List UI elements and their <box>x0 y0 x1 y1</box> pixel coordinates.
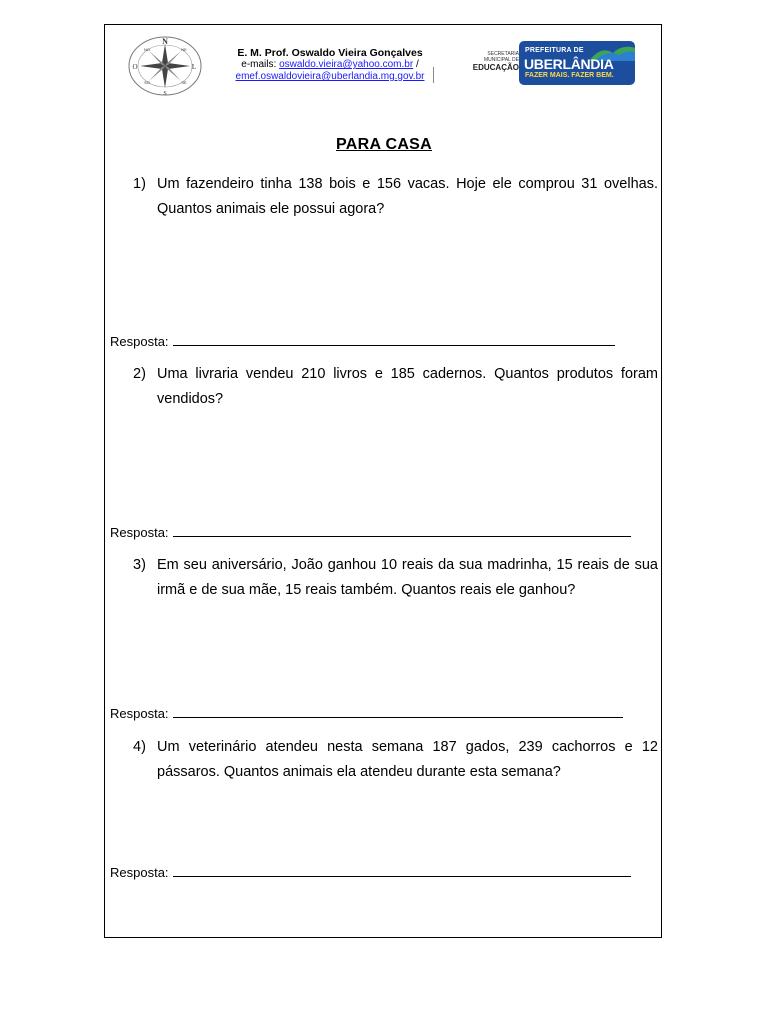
school-name: E. M. Prof. Oswaldo Vieira Gonçalves <box>237 47 423 59</box>
prefeitura-logo <box>519 41 635 85</box>
sme-education-label: EDUCAÇÃO <box>472 63 519 72</box>
page-title: PARA CASA <box>335 136 433 153</box>
prefeitura-label: PREFEITURA DE <box>525 47 584 54</box>
school-logo-compass-icon <box>127 35 203 97</box>
prefeitura-slogan: FAZER MAIS. FAZER BEM. <box>525 72 614 79</box>
answer-line[interactable] <box>173 333 615 346</box>
worksheet-page <box>104 24 662 938</box>
question-item <box>133 735 658 785</box>
school-logo-letter: S <box>163 91 167 97</box>
answer-row <box>110 705 623 722</box>
answer-row <box>110 333 615 350</box>
school-logo-letter: SO <box>144 80 150 85</box>
emails-label: e-mails: <box>241 59 277 70</box>
answer-row <box>110 864 631 881</box>
question-number: 2) <box>133 366 146 382</box>
school-logo-letter: L <box>191 63 197 71</box>
school-logo-letter: NE <box>181 47 187 52</box>
sme-small-text: MUNICIPAL DE <box>483 57 519 63</box>
question-number: 4) <box>133 739 146 755</box>
school-logo-letter: SE <box>181 80 187 85</box>
question-item <box>133 362 658 412</box>
header-divider <box>433 67 434 83</box>
school-logo-letter: N <box>162 37 168 46</box>
question-number: 3) <box>133 557 146 573</box>
school-logo-letter: O <box>132 63 138 71</box>
sme-small-text: SECRETARIA <box>487 51 519 57</box>
school-logo-letter: NO <box>144 47 150 52</box>
email-line <box>225 59 435 71</box>
question-text: Em seu aniversário, João ganhou 10 reais da sua madrinha, 15 reais de sua irmã e de sua mãe, 15 reais também. Quantos reais ele ganhou? <box>157 557 658 598</box>
question-text: Uma livraria vendeu 210 livros e 185 cadernos. Quantos produtos foram vendidos? <box>157 366 658 407</box>
question-number: 1) <box>133 176 146 192</box>
answer-line[interactable] <box>173 705 623 718</box>
answer-label: Resposta: <box>110 865 169 880</box>
sme-education-logo <box>469 51 519 83</box>
email-link-2[interactable]: emef.oswaldovieira@uberlandia.mg.gov.br <box>235 71 425 82</box>
answer-line[interactable] <box>173 864 631 877</box>
answer-row <box>110 524 631 541</box>
question-item <box>133 553 658 603</box>
answer-label: Resposta: <box>110 525 169 540</box>
question-text: Um veterinário atendeu nesta semana 187 gados, 239 cachorros e 12 pássaros. Quantos animais ela atendeu durante esta semana? <box>157 739 658 780</box>
school-info <box>225 47 435 83</box>
question-text: Um fazendeiro tinha 138 bois e 156 vacas. Hoje ele comprou 31 ovelhas. Quantos animais ele possui agora? <box>157 176 658 217</box>
email-separator: / <box>415 59 419 70</box>
city-name: UBERLÂNDIA <box>524 56 614 72</box>
question-item <box>133 172 658 222</box>
answer-label: Resposta: <box>110 706 169 721</box>
email-link-1[interactable]: oswaldo.vieira@yahoo.com.br <box>279 59 414 70</box>
answer-line[interactable] <box>173 524 631 537</box>
answer-label: Resposta: <box>110 334 169 349</box>
